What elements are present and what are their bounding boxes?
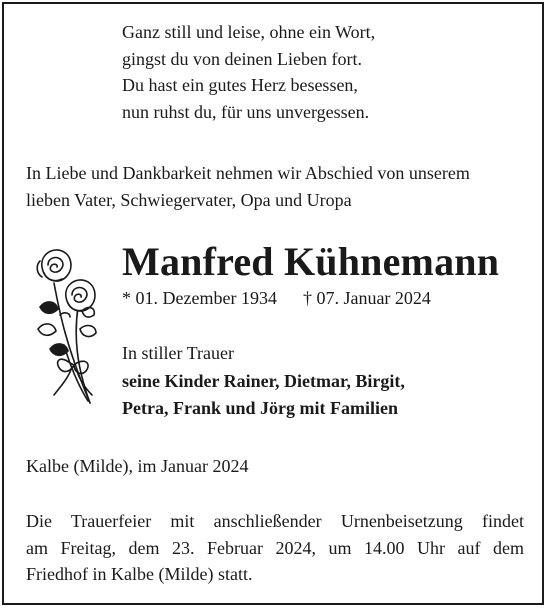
poem-line: nun ruhst du, für uns unvergessen. <box>122 101 370 122</box>
roses-icon <box>30 245 112 407</box>
deceased-name: Manfred Kühnemann <box>122 239 500 284</box>
mourners-block <box>122 340 405 423</box>
mourning-intro: In stiller Trauer <box>122 343 234 363</box>
poem-line: Du hast ein gutes Herz besessen, <box>122 75 358 95</box>
service-line: am Freitag, dem 23. Februar 2024, um 14.00 Uhr auf dem <box>26 537 524 558</box>
death-date: † 07. Januar 2024 <box>302 288 431 308</box>
poem-line: gingst du von deinen Lieben fort. <box>122 48 362 69</box>
poem <box>122 19 375 125</box>
intro-line: In Liebe und Dankbarkeit nehmen wir Abschied von unserem <box>26 163 470 183</box>
intro-line: lieben Vater, Schwiegervater, Opa und Uropa <box>26 190 352 210</box>
service-line: Friedhof in Kalbe (Milde) statt. <box>26 564 253 584</box>
mourners-line: seine Kinder Rainer, Dietmar, Birgit, <box>122 370 405 391</box>
service-line: Die Trauerfeier mit anschließender Urnenbeisetzung findet <box>26 511 524 531</box>
place-date: Kalbe (Milde), im Januar 2024 <box>26 456 249 476</box>
life-dates <box>122 285 431 311</box>
funeral-service-info <box>26 508 524 588</box>
birth-date: * 01. Dezember 1934 <box>122 288 277 308</box>
poem-line: Ganz still und leise, ohne ein Wort, <box>122 22 376 42</box>
mourners-line: Petra, Frank und Jörg mit Familien <box>122 398 398 418</box>
farewell-intro <box>26 160 470 214</box>
